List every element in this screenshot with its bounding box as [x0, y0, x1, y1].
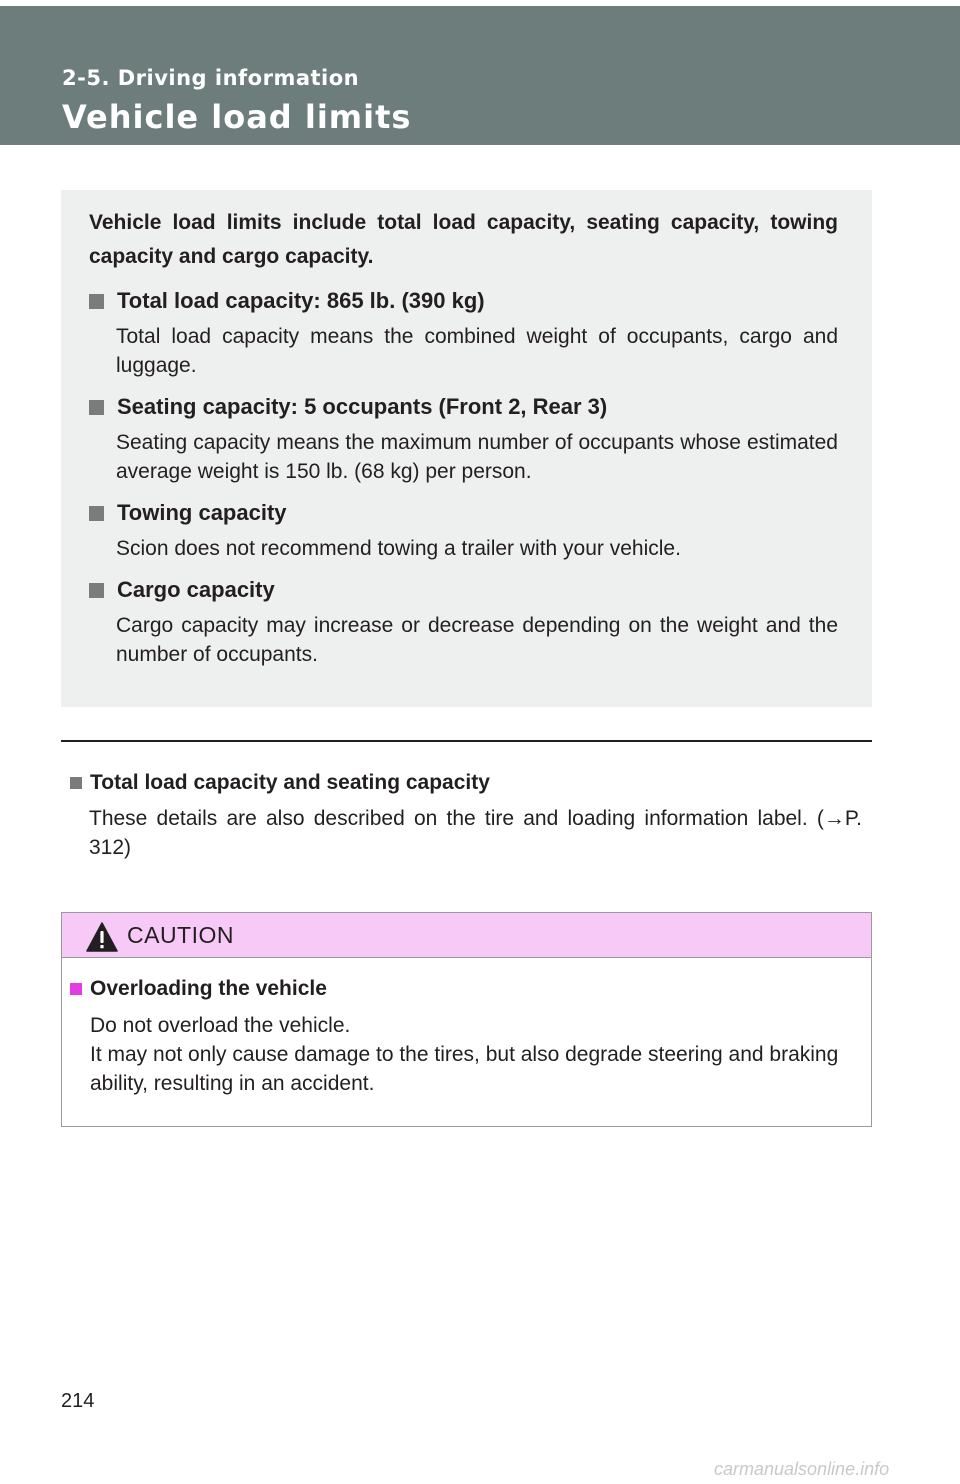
caution-text — [90, 1011, 861, 1098]
load-limits-summary-box — [61, 190, 872, 707]
note-heading: Total load capacity and seating capacity — [90, 771, 490, 794]
warning-triangle-icon — [86, 922, 118, 952]
item-body: Cargo capacity may increase or decrease depending on the weight and the number of occupants. — [116, 614, 838, 666]
item-heading: Total load capacity: 865 lb. (390 kg) — [117, 288, 485, 313]
caution-box — [61, 912, 872, 1127]
item-body: Scion does not recommend towing a trailer with your vehicle. — [116, 537, 681, 560]
square-bullet-icon — [89, 400, 104, 415]
caution-line: It may not only cause damage to the tires, but also degrade steering and braking ability, resulting in an accident. — [90, 1043, 839, 1095]
square-bullet-icon — [89, 506, 104, 521]
item-heading: Cargo capacity — [117, 577, 275, 602]
section-label: 2-5. Driving information — [62, 66, 360, 90]
item-body: Seating capacity means the maximum number of occupants whose estimated average weight is 150 lb. (68 kg) per person. — [116, 431, 838, 483]
section-divider — [61, 740, 872, 742]
page-header — [0, 0, 960, 145]
item-heading: Towing capacity — [117, 500, 287, 525]
list-item — [89, 496, 838, 563]
square-bullet-icon — [89, 294, 104, 309]
page-number: 214 — [61, 1390, 95, 1412]
watermark: carmanualsonline.info — [714, 1459, 890, 1479]
square-bullet-icon — [70, 777, 82, 789]
list-item — [89, 390, 838, 486]
note-section — [70, 768, 862, 862]
caution-header — [62, 913, 871, 958]
list-item — [89, 573, 838, 669]
caution-label: CAUTION — [127, 922, 234, 948]
item-body: Total load capacity means the combined weight of occupants, cargo and luggage. — [116, 325, 838, 377]
caution-line: Do not overload the vehicle. — [90, 1014, 351, 1037]
note-body: These details are also described on the tire and loading information label. (→P. 312) — [89, 807, 862, 859]
square-bullet-icon — [70, 983, 82, 995]
list-item — [89, 284, 838, 380]
caution-heading: Overloading the vehicle — [90, 977, 327, 1000]
intro-text: Vehicle load limits include total load capacity, seating capacity, towing capacity and cargo capacity. — [89, 211, 838, 268]
page-title: Vehicle load limits — [62, 98, 412, 136]
item-heading: Seating capacity: 5 occupants (Front 2, Rear 3) — [117, 394, 608, 419]
square-bullet-icon — [89, 583, 104, 598]
